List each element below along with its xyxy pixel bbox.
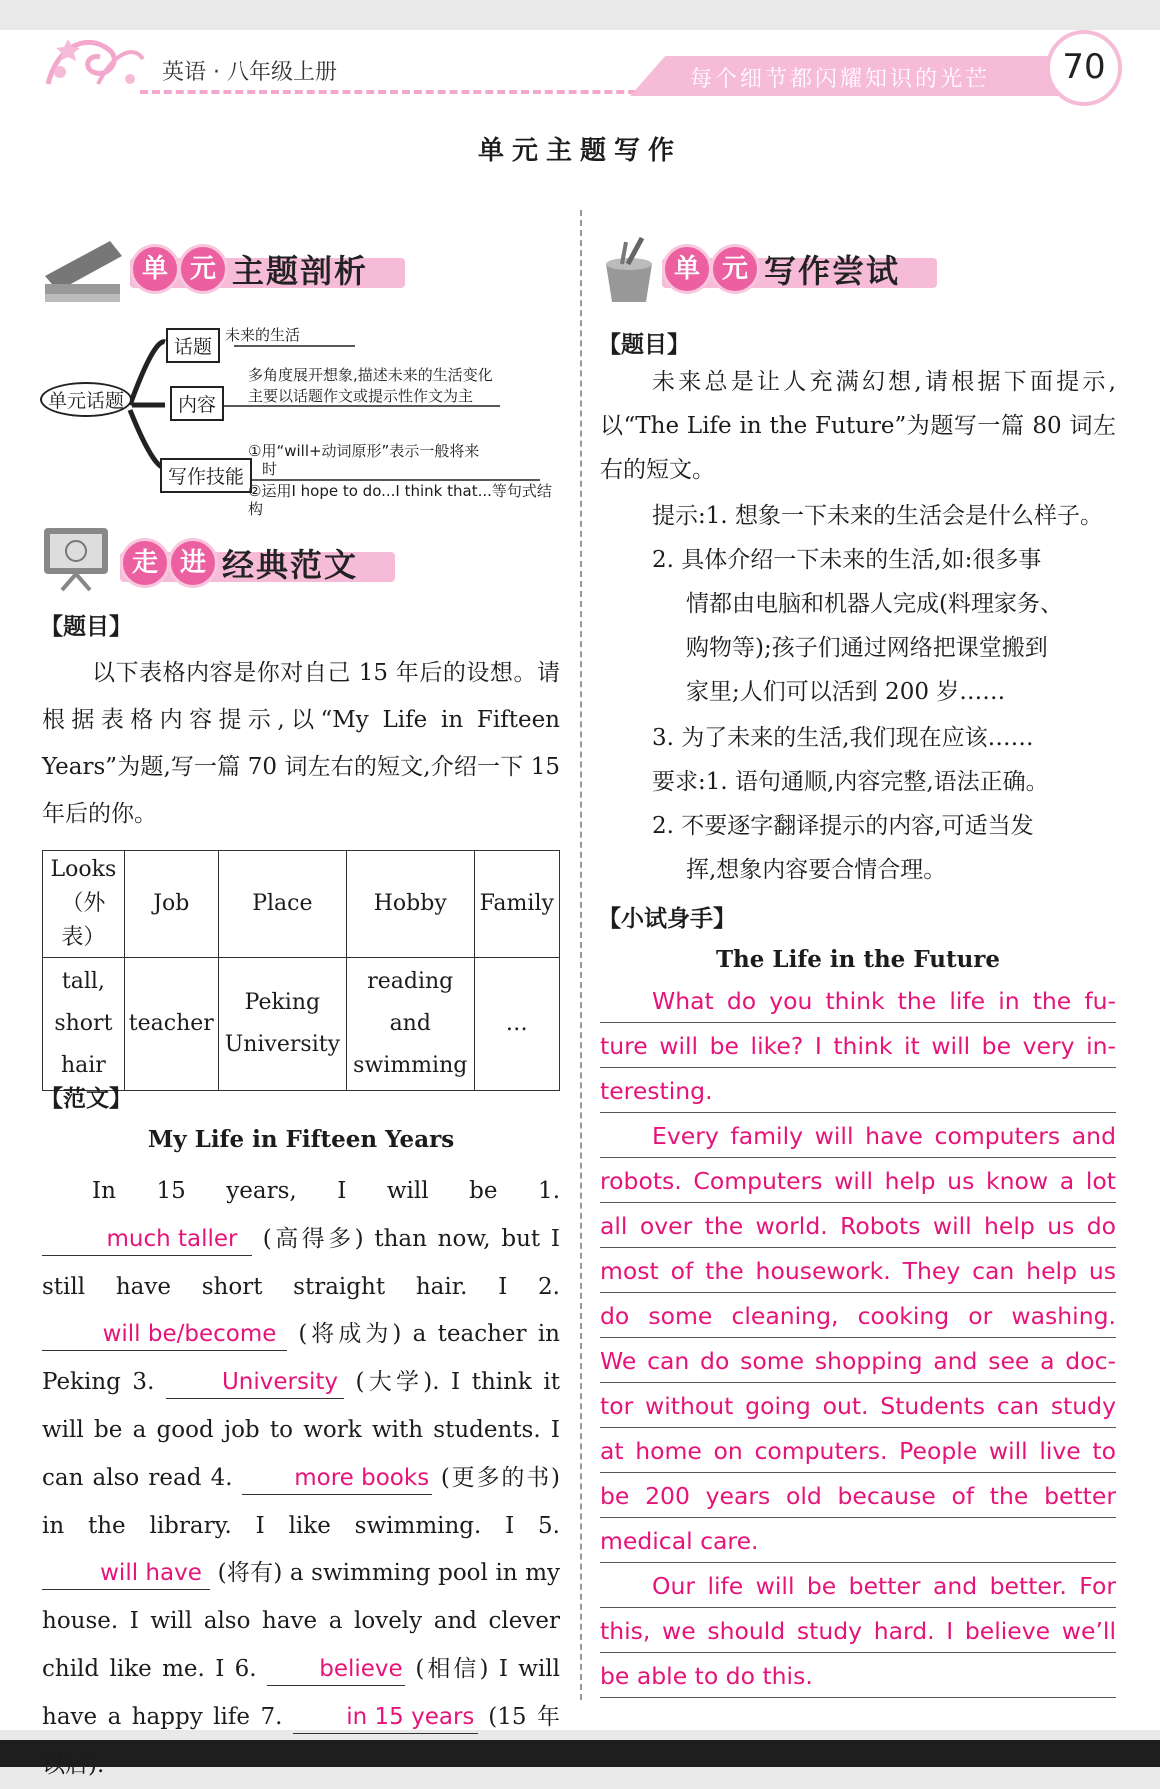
banner-char: 走 (120, 538, 170, 588)
paint-bucket-icon (598, 236, 660, 306)
table-cell: teacher (124, 958, 218, 1091)
table-header-row (43, 851, 560, 958)
table-header-cell: Family (474, 851, 559, 958)
answer-blank-5: will have (42, 1557, 210, 1590)
hint-3: 3. 为了未来的生活,我们现在应该…… (652, 725, 1034, 751)
table-row (43, 958, 560, 1091)
essay-line: Every family will have computers and (600, 1113, 1116, 1158)
table-header-cell: Place (218, 851, 346, 958)
answer-blank-1: much taller (42, 1223, 252, 1256)
banner-title: 写作尝试 (764, 252, 901, 290)
mind-map-skill-line1b: 时 (262, 460, 278, 478)
answer-blank-4: more books (242, 1462, 432, 1495)
essay-line: robots. Computers will help us know a lot (600, 1158, 1116, 1203)
mind-map-skill-line1: ①用“will+动词原形”表示一般将来 (248, 442, 480, 460)
banner-char: 进 (168, 538, 218, 588)
banner-char: 单 (662, 244, 712, 294)
column-divider (580, 210, 582, 1700)
mind-map-topic-node: 话题 (166, 328, 220, 363)
banner-title: 经典范文 (222, 546, 359, 584)
prompt-text: 以下表格内容是你对自己 15 年后的设想。请根据表格内容提示,以“My Life in Fifteen Years”为题,写一篇 70 词左右的短文,介绍一下 15 年后的你。 (42, 660, 560, 827)
essay-text: (大学). I think it will be a good job to work with students. I can also read 4. (42, 1369, 561, 1491)
essay-text: (相信) I will have a happy life 7. (42, 1655, 561, 1730)
table-cell: tall, short hair (43, 958, 125, 1091)
mind-map-skill-node: 写作技能 (160, 458, 252, 493)
requirement-2b: 挥,想象内容要合情合理。 (686, 857, 947, 883)
essay-line: do some cleaning, cooking or washing. (600, 1293, 1116, 1338)
essay-line: tor without going out. Students can study (600, 1383, 1116, 1428)
header-dash-line (140, 90, 660, 94)
essay-line: be able to do this. (600, 1653, 1116, 1698)
mind-map-root: 单元话题 (40, 382, 132, 417)
essay-line: We can do some shopping and see a doc- (600, 1338, 1116, 1383)
essay-line: Our life will be better and better. For (600, 1563, 1116, 1608)
essay-line: all over the world. Robots will help us do (600, 1203, 1116, 1248)
essay-line: be 200 years old because of the better (600, 1473, 1116, 1518)
essay-text: (15 年以后). (42, 1703, 560, 1778)
model-title: My Life in Fifteen Years (147, 1126, 455, 1153)
model-label: 【范文】 (40, 1086, 132, 1112)
table-cell: reading and swimming (346, 958, 474, 1091)
prompt-label: 【题目】 (40, 614, 132, 640)
right-prompt-label: 【题目】 (598, 332, 690, 358)
mind-map-content-line1: 多角度展开想象,描述未来的生活变化 (248, 366, 493, 384)
essay-line: What do you think the life in the fu- (600, 978, 1116, 1023)
page-number: 70 (1046, 30, 1122, 106)
banner-classic-model (110, 530, 400, 590)
hint-2b: 情都由电脑和机器人完成(料理家务、 (686, 591, 1063, 617)
essay-text: (将成为) a teacher in Peking 3. (42, 1321, 560, 1396)
banner-char: 元 (710, 244, 760, 294)
essay-title: The Life in the Future (715, 946, 1001, 973)
hint-1: 提示:1. 想象一下未来的生活会是什么样子。 (652, 503, 1104, 529)
essay-line: medical care. (600, 1518, 1116, 1563)
banner-char: 单 (130, 244, 180, 294)
header-motto: 每个细节都闪耀知识的光芒 (690, 67, 991, 92)
mind-map-content-line2: 主要以话题作文或提示性作文为主 (248, 387, 474, 405)
table-cell: Peking University (218, 958, 346, 1091)
right-prompt-text: 未来总是让人充满幻想,请根据下面提示,以“The Life in the Future”为题写一篇 80 词左右的短文。 (600, 369, 1116, 483)
books-icon (40, 236, 125, 304)
banner-char: 元 (178, 244, 228, 294)
essay-text: In 15 years, I will be 1. (92, 1178, 560, 1204)
plan-table (42, 850, 560, 1091)
subject-label: 英语 · 八年级上册 (162, 60, 337, 85)
essay-text: (更多的书) in the library. I like swimming. I 5. (42, 1464, 561, 1539)
answer-blank-7: in 15 years (293, 1701, 478, 1734)
flourish-icon (38, 24, 148, 94)
model-essay (42, 1168, 560, 1789)
table-header-cell: Hobby (346, 851, 474, 958)
banner-theme-analysis (120, 236, 410, 296)
essay-line: teresting. (600, 1068, 1116, 1113)
page-title: 单元主题写作 (477, 136, 682, 166)
answer-essay (600, 978, 1116, 1698)
essay-line: ture will be like? I think it will be very in- (600, 1023, 1116, 1068)
hint-2a: 2. 具体介绍一下未来的生活,如:很多事 (652, 547, 1042, 573)
hint-2d: 家里;人们可以活到 200 岁…… (686, 679, 1006, 705)
essay-text: (将有) a swimming pool in my house. I will also have a lovely and clever child like me. I 6. (42, 1560, 560, 1682)
banner-writing-practice (652, 236, 942, 296)
answer-blank-6: believe (267, 1653, 405, 1686)
requirement-1: 要求:1. 语句通顺,内容完整,语法正确。 (652, 769, 1049, 795)
essay-text: (高得多) than now, but I still have short straight hair. I 2. (42, 1225, 560, 1300)
essay-line: this, we should study hard. I believe we’ll (600, 1608, 1116, 1653)
practice-label: 【小试身手】 (598, 906, 736, 932)
hint-2c: 购物等);孩子们通过网络把课堂搬到 (686, 635, 1048, 661)
answer-blank-2: will be/become (42, 1318, 287, 1351)
mind-map (40, 310, 560, 518)
answer-blank-3: University (166, 1366, 344, 1399)
essay-line: at home on computers. People will live to (600, 1428, 1116, 1473)
mind-map-topic-text: 未来的生活 (225, 326, 301, 344)
table-header-cell: Job (124, 851, 218, 958)
requirement-2a: 2. 不要逐字翻译提示的内容,可适当发 (652, 813, 1034, 839)
table-header-cell: Looks（外表） (43, 851, 125, 958)
table-cell: … (474, 958, 559, 1091)
mind-map-content-node: 内容 (170, 386, 224, 421)
monitor-icon (40, 524, 115, 592)
mind-map-skill-line2: ②运用I hope to do...I think that...等句式结构 (248, 482, 552, 518)
essay-line: most of the housework. They can help us (600, 1248, 1116, 1293)
banner-title: 主题剖析 (232, 252, 369, 290)
